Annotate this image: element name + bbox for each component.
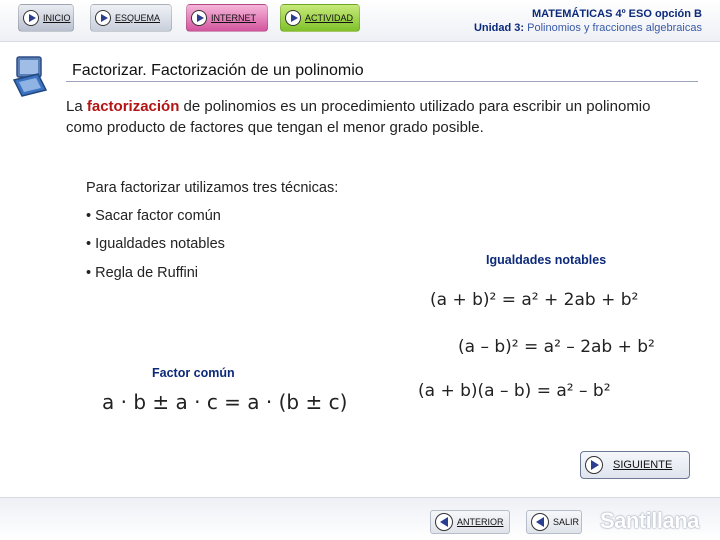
salir-button[interactable] xyxy=(526,510,582,534)
siguiente-label: SIGUIENTE xyxy=(613,459,673,471)
internet-button[interactable] xyxy=(186,4,268,32)
actividad-label: ACTIVIDAD xyxy=(305,13,354,23)
list-item: • Regla de Ruffini xyxy=(86,265,199,281)
salir-label: SALIR xyxy=(553,517,580,527)
unit-line xyxy=(474,21,702,35)
course-header xyxy=(474,7,702,35)
unit-title: Polinomios y fracciones algebraicas xyxy=(527,22,702,34)
siguiente-button[interactable] xyxy=(580,451,690,479)
esquema-button[interactable] xyxy=(90,4,172,32)
play-icon xyxy=(191,10,207,26)
anterior-label: ANTERIOR xyxy=(457,517,504,527)
inicio-button[interactable] xyxy=(18,4,74,32)
section-title: Factorizar. Factorización de un polinomio xyxy=(72,62,364,79)
unit-label: Unidad 3: xyxy=(473,22,525,34)
monitor-icon xyxy=(12,54,50,98)
internet-label: INTERNET xyxy=(211,13,256,23)
section-divider xyxy=(66,81,698,82)
techniques-lead: Para factorizar utilizamos tres técnicas: xyxy=(86,180,339,196)
play-icon xyxy=(23,10,39,26)
play-icon xyxy=(95,10,111,26)
play-icon xyxy=(585,456,603,474)
formula-square-sum: (a + b)² = a² + 2ab + b² xyxy=(430,290,639,310)
anterior-button[interactable] xyxy=(430,510,510,534)
intro-paragraph xyxy=(66,96,666,138)
formula-sum-by-difference: (a + b)(a – b) = a² – b² xyxy=(418,381,611,401)
actividad-button[interactable] xyxy=(280,4,360,32)
common-factor-title: Factor común xyxy=(152,366,235,380)
intro-suffix: de polinomios es un procedimiento utilizado para escribir un polinomio como producto de factores que tengan el menor grado posible. xyxy=(66,98,651,136)
list-item: • Igualdades notables xyxy=(86,236,225,252)
play-icon xyxy=(285,10,301,26)
back-icon xyxy=(531,513,549,531)
list-item: • Sacar factor común xyxy=(86,208,221,224)
formula-square-difference: (a – b)² = a² – 2ab + b² xyxy=(458,337,655,357)
back-icon xyxy=(435,513,453,531)
intro-prefix: La xyxy=(66,98,87,115)
inicio-label: INICIO xyxy=(43,13,71,23)
santillana-logo: Santillana xyxy=(600,508,699,533)
intro-highlight: factorización xyxy=(86,98,180,115)
esquema-label: ESQUEMA xyxy=(115,13,161,23)
notable-identities-title: Igualdades notables xyxy=(486,253,607,267)
formula-common-factor: a · b ± a · c = a · (b ± c) xyxy=(102,390,348,414)
subject-title: MATEMÁTICAS 4º ESO opción B xyxy=(531,8,702,20)
